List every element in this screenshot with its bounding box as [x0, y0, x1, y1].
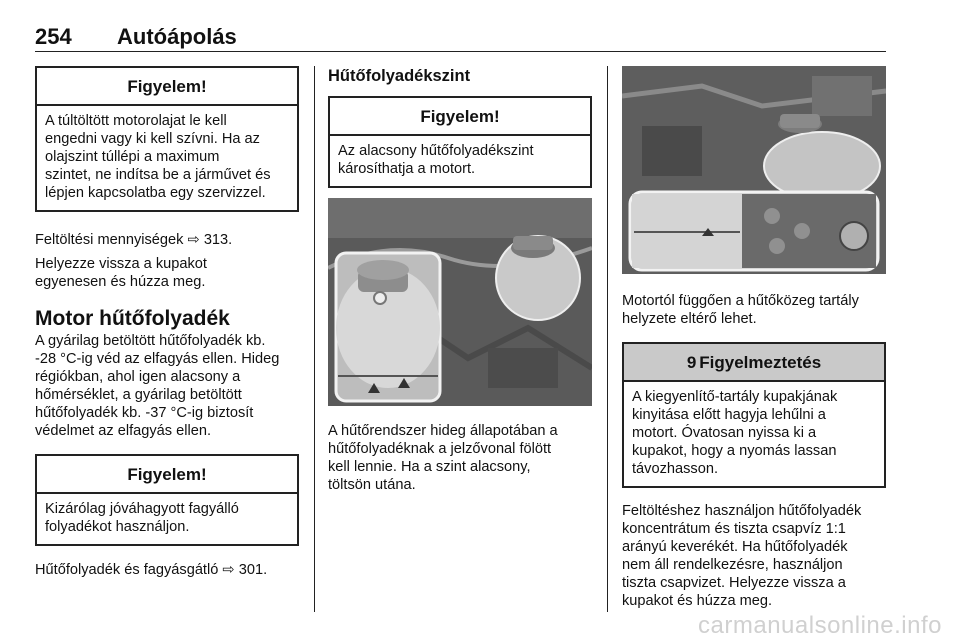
watermark: carmanualsonline.info: [698, 612, 942, 639]
text-line: -28 °C-ig véd az elfagyás ellen. Hideg: [35, 351, 280, 367]
warning-title-bar: [624, 344, 884, 382]
text-line: A gyárilag betöltött hűtőfolyadék kb.: [35, 333, 266, 349]
text-line: engedni vagy ki kell szívni. Ha az: [45, 131, 260, 147]
text-line: A hűtőrendszer hideg állapotában a: [328, 423, 558, 439]
header-rule: [35, 51, 886, 52]
text-line: kupakot, hogy a nyomás lassan: [632, 443, 837, 459]
text-line: hűtőfolyadék kb. -37 °C-ig biztosít: [35, 405, 254, 421]
coolant-tank-photo: [622, 66, 886, 274]
text-line: egyenesen és húzza meg.: [35, 274, 206, 290]
section-heading-coolant-level: Hűtőfolyadékszint: [328, 67, 471, 85]
column-3: [622, 292, 886, 610]
text-line: Feltöltéshez használjon hűtőfolyadék: [622, 503, 862, 519]
text-line: koncentrátum és tiszta csapvíz 1:1: [622, 521, 846, 537]
text-line: szintet, ne indítsa be a járművet és: [45, 167, 271, 183]
warning-triangle-icon: 9: [686, 353, 697, 372]
coolant-reservoir-photo: [328, 198, 592, 406]
page-ref-link-301[interactable]: 301.: [238, 562, 268, 578]
page-number: 254: [35, 24, 72, 49]
notice-title: Figyelem!: [37, 456, 297, 494]
text-line: nem áll rendelkezésre, használjon: [622, 557, 843, 573]
coolant-reservoir-illustration: [328, 198, 592, 406]
column-2: [328, 66, 592, 188]
page-ref-arrow-icon: ⇨: [222, 562, 235, 578]
text-line: tiszta csapvizet. Helyezze vissza a: [622, 575, 846, 591]
text-line: Helyezze vissza a kupakot: [35, 256, 207, 272]
coolant-antifreeze-ref: Hűtőfolyadék és fagyásgátló ⇨ 301.: [35, 562, 268, 578]
text-line: hőmérséklet, a gyárilag betöltött: [35, 387, 242, 403]
notice-title: Figyelem!: [330, 98, 590, 136]
text-line: folyadékot használjon.: [45, 519, 190, 535]
tank-position-paragraph: [622, 292, 886, 328]
warning-box-pressure: [622, 342, 886, 488]
cap-paragraph: [35, 255, 299, 291]
text-line: védelmet az elfagyás ellen.: [35, 423, 212, 439]
column-1: [35, 66, 299, 579]
notice-body: [37, 494, 297, 544]
text-line: kupakot és húzza meg.: [622, 593, 773, 609]
text-line: Kizárólag jóváhagyott fagyálló: [45, 501, 239, 517]
text-line: károsíthatja a motort.: [338, 161, 476, 177]
page-title: Autóápolás: [117, 24, 237, 49]
text-line: kinyitása előtt hagyja lehűlni a: [632, 407, 826, 423]
notice-body: [37, 106, 297, 210]
column-divider-1: [314, 66, 315, 612]
text-line: helyzete eltérő lehet.: [622, 311, 757, 327]
page-ref-arrow-icon: ⇨: [187, 232, 200, 248]
notice-body: [330, 136, 590, 186]
text-line: távozhasson.: [632, 461, 718, 477]
text-line: A kiegyenlítő-tartály kupakjának: [632, 389, 838, 405]
fill-quantity-ref: Feltöltési mennyiségek ⇨ 313.: [35, 232, 233, 248]
coolant-paragraph: [35, 332, 299, 440]
text-line: arányú keverékét. Ha hűtőfolyadék: [622, 539, 848, 555]
column-divider-2: [607, 66, 608, 612]
text-line: Motortól függően a hűtőközeg tartály: [622, 293, 859, 309]
warning-title: Figyelmeztetés: [699, 353, 822, 372]
notice-box-low-coolant: [328, 96, 592, 188]
notice-box-oil: [35, 66, 299, 212]
text-line: olajszint túllépi a maximum: [45, 149, 220, 165]
coolant-tank-illustration: [622, 66, 886, 274]
notice-title: Figyelem!: [37, 68, 297, 106]
refill-paragraph: [622, 502, 886, 610]
text-line: régiókban, ahol igen alacsony a: [35, 369, 241, 385]
text-line: A túltöltött motorolajat le kell: [45, 113, 227, 129]
text-line: hűtőfolyadéknak a jelzővonal fölött: [328, 441, 552, 457]
text-line: kell lennie. Ha a szint alacsony,: [328, 459, 531, 475]
cold-level-paragraph: [328, 422, 592, 494]
text-line: motort. Óvatosan nyissa ki a: [632, 425, 817, 441]
section-heading-coolant: Motor hűtőfolyadék: [35, 307, 230, 330]
text-line: töltsön utána.: [328, 477, 416, 493]
page-ref-link-313[interactable]: 313.: [203, 232, 233, 248]
text-line: Az alacsony hűtőfolyadékszint: [338, 143, 534, 159]
text-line: lépjen kapcsolatba egy szervizzel.: [45, 185, 266, 201]
warning-body: [624, 382, 884, 486]
notice-box-antifreeze: [35, 454, 299, 546]
